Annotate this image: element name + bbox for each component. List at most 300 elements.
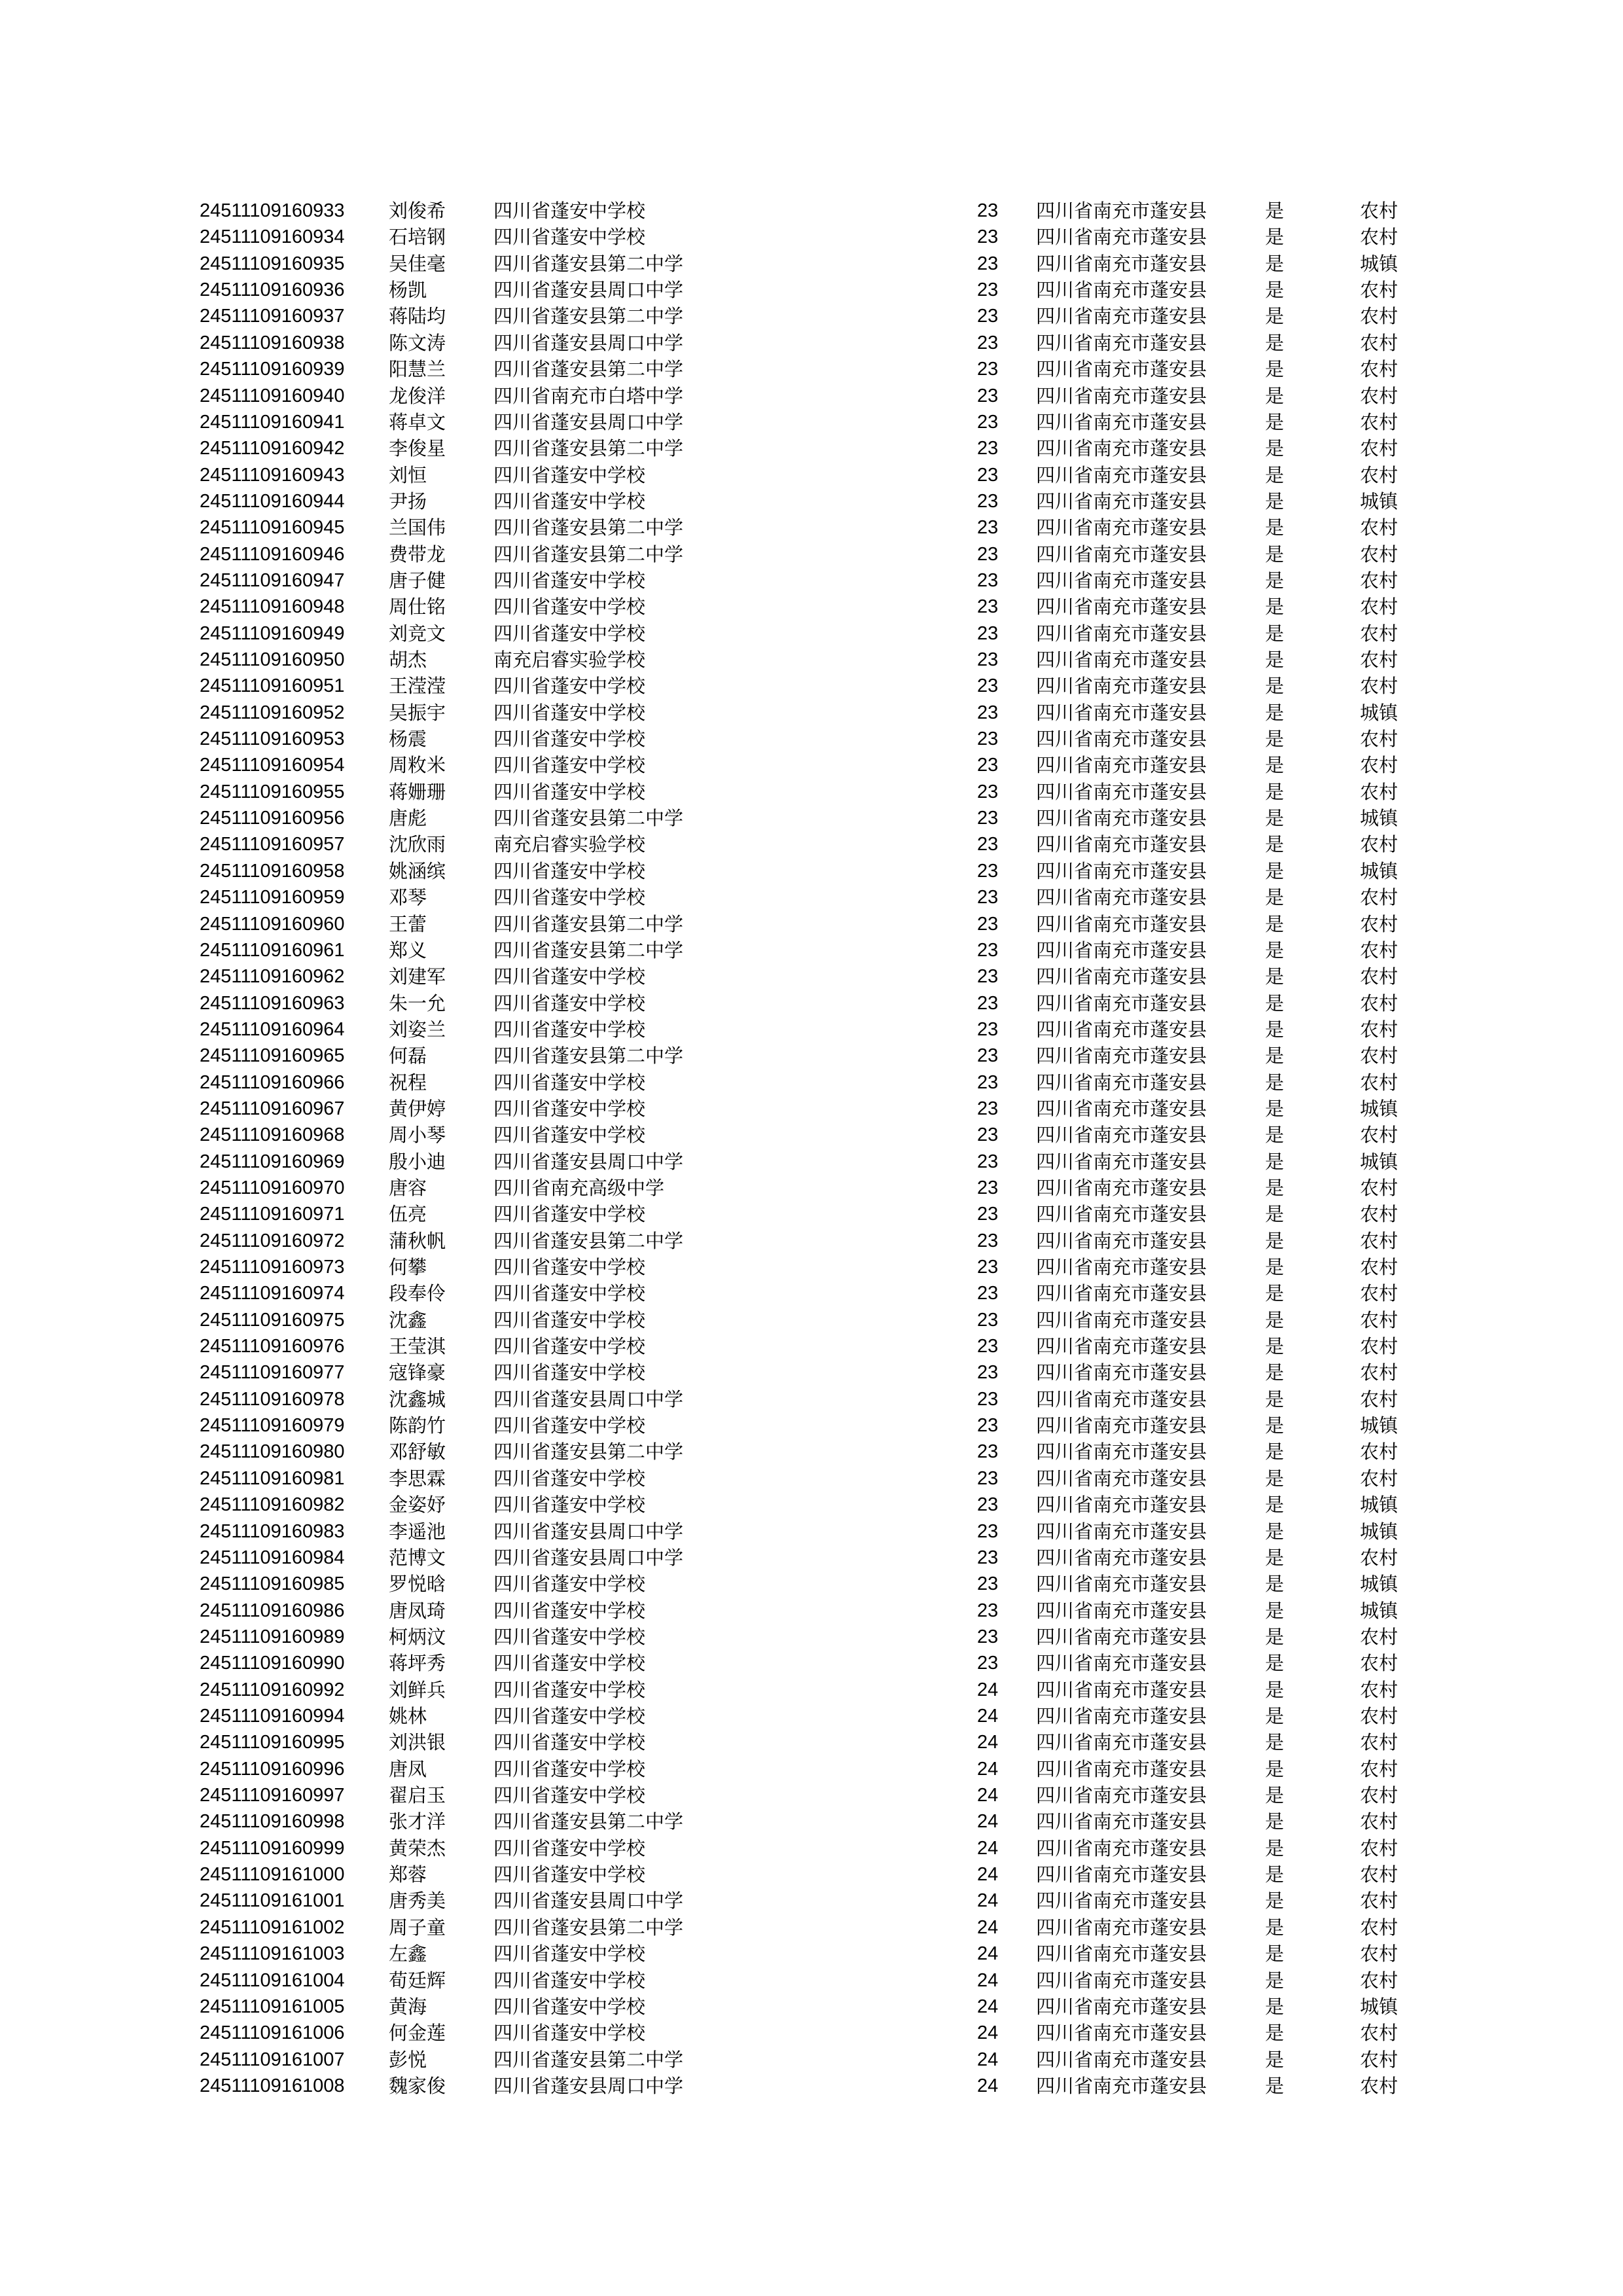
cell-area-type: 农村 — [1360, 543, 1399, 565]
table-row — [0, 779, 1623, 805]
cell-school: 四川省蓬安中学校 — [493, 1282, 646, 1305]
cell-area-type: 农村 — [1360, 1467, 1399, 1490]
cell-flag: 是 — [1265, 2022, 1285, 2045]
table-row — [0, 1254, 1623, 1280]
cell-area-type: 农村 — [1360, 1229, 1399, 1252]
table-row — [0, 1069, 1623, 1096]
cell-region: 四川省南充市蓬安县 — [1036, 1124, 1207, 1147]
cell-id: 24511109160960 — [200, 913, 345, 935]
cell-number: 24 — [977, 2022, 999, 2044]
cell-id: 24511109161008 — [200, 2075, 345, 2096]
cell-id: 24511109160949 — [200, 622, 345, 644]
table-row — [0, 2020, 1623, 2046]
cell-region: 四川省南充市蓬安县 — [1036, 1150, 1207, 1173]
cell-id: 24511109160968 — [200, 1124, 345, 1146]
cell-name: 朱一允 — [389, 992, 446, 1014]
cell-number: 24 — [977, 1837, 999, 1859]
cell-name: 唐秀美 — [389, 1890, 446, 1912]
table-row — [0, 1861, 1623, 1888]
cell-flag: 是 — [1265, 1784, 1285, 1806]
table-row — [0, 1571, 1623, 1597]
cell-name: 黄荣杰 — [389, 1837, 446, 1859]
cell-id: 24511109160994 — [200, 1706, 345, 1727]
cell-area-type: 农村 — [1360, 410, 1399, 433]
cell-flag: 是 — [1265, 649, 1285, 671]
table-row — [0, 1677, 1623, 1703]
table-row — [0, 1359, 1623, 1386]
cell-school: 四川省蓬安中学校 — [493, 1652, 646, 1675]
table-row — [0, 1201, 1623, 1227]
cell-region: 四川省南充市蓬安县 — [1036, 1308, 1207, 1331]
cell-id: 24511109160934 — [200, 226, 345, 248]
cell-flag: 是 — [1265, 728, 1285, 750]
cell-flag: 是 — [1265, 2048, 1285, 2071]
cell-region: 四川省南充市蓬安县 — [1036, 2074, 1207, 2097]
table-row — [0, 673, 1623, 699]
cell-school: 四川省蓬安中学校 — [493, 2022, 646, 2045]
cell-name: 彭悦 — [389, 2048, 427, 2071]
table-row — [0, 224, 1623, 250]
cell-area-type: 农村 — [1360, 1705, 1399, 1727]
cell-id: 24511109160964 — [200, 1018, 345, 1040]
cell-flag: 是 — [1265, 622, 1285, 645]
cell-school: 四川省蓬安县第二中学 — [493, 437, 684, 460]
cell-id: 24511109160971 — [200, 1204, 345, 1225]
cell-name: 蒋姗珊 — [389, 780, 446, 803]
cell-region: 四川省南充市蓬安县 — [1036, 886, 1207, 909]
table-row — [0, 884, 1623, 910]
cell-area-type: 农村 — [1360, 200, 1399, 222]
cell-name: 金姿妤 — [389, 1494, 446, 1516]
cell-id: 24511109160974 — [200, 1283, 345, 1304]
cell-flag: 是 — [1265, 859, 1285, 882]
cell-number: 23 — [977, 860, 999, 882]
cell-region: 四川省南充市蓬安县 — [1036, 1071, 1207, 1094]
cell-name: 陈文涛 — [389, 331, 446, 354]
cell-area-type: 农村 — [1360, 939, 1399, 961]
cell-region: 四川省南充市蓬安县 — [1036, 358, 1207, 381]
cell-id: 24511109160998 — [200, 1811, 345, 1833]
table-row — [0, 1122, 1623, 1148]
cell-name: 唐彪 — [389, 807, 427, 830]
cell-name: 李思霖 — [389, 1467, 446, 1490]
cell-flag: 是 — [1265, 754, 1285, 777]
cell-number: 24 — [977, 1864, 999, 1886]
cell-region: 四川省南充市蓬安县 — [1036, 1943, 1207, 1965]
cell-region: 四川省南充市蓬安县 — [1036, 463, 1207, 486]
cell-region: 四川省南充市蓬安县 — [1036, 1203, 1207, 1226]
cell-area-type: 农村 — [1360, 1943, 1399, 1965]
cell-name: 何磊 — [389, 1045, 427, 1067]
cell-school: 四川省蓬安中学校 — [493, 1705, 646, 1727]
cell-number: 23 — [977, 1626, 999, 1647]
table-row — [0, 990, 1623, 1016]
cell-id: 24511109160939 — [200, 359, 345, 380]
table-row — [0, 1703, 1623, 1729]
cell-area-type: 城镇 — [1360, 490, 1399, 512]
cell-region: 四川省南充市蓬安县 — [1036, 1520, 1207, 1543]
cell-name: 刘姿兰 — [389, 1018, 446, 1041]
cell-id: 24511109160972 — [200, 1230, 345, 1251]
table-row — [0, 1307, 1623, 1333]
cell-flag: 是 — [1265, 1705, 1285, 1727]
cell-name: 唐容 — [389, 1177, 427, 1199]
cell-region: 四川省南充市蓬安县 — [1036, 649, 1207, 671]
cell-flag: 是 — [1265, 252, 1285, 275]
cell-region: 四川省南充市蓬安县 — [1036, 2022, 1207, 2045]
cell-flag: 是 — [1265, 1361, 1285, 1384]
cell-area-type: 农村 — [1360, 305, 1399, 328]
cell-name: 刘竞文 — [389, 622, 446, 645]
cell-school: 四川省蓬安中学校 — [493, 1625, 646, 1648]
cell-number: 23 — [977, 1018, 999, 1040]
cell-area-type: 农村 — [1360, 833, 1399, 856]
cell-number: 23 — [977, 200, 999, 221]
cell-region: 四川省南充市蓬安县 — [1036, 1995, 1207, 2018]
cell-id: 24511109160984 — [200, 1547, 345, 1568]
cell-name: 刘洪银 — [389, 1731, 446, 1754]
cell-flag: 是 — [1265, 279, 1285, 302]
cell-id: 24511109160967 — [200, 1098, 345, 1119]
table-row — [0, 963, 1623, 990]
cell-region: 四川省南充市蓬安县 — [1036, 543, 1207, 565]
table-row — [0, 1967, 1623, 1994]
cell-id: 24511109160970 — [200, 1177, 345, 1198]
cell-area-type: 农村 — [1360, 1731, 1399, 1754]
cell-name: 杨凯 — [389, 279, 427, 302]
cell-id: 24511109160985 — [200, 1573, 345, 1595]
cell-area-type: 农村 — [1360, 1388, 1399, 1410]
cell-flag: 是 — [1265, 543, 1285, 565]
cell-school: 四川省蓬安县周口中学 — [493, 279, 684, 302]
cell-school: 四川省蓬安中学校 — [493, 1018, 646, 1041]
cell-area-type: 农村 — [1360, 1282, 1399, 1305]
cell-name: 沈鑫 — [389, 1308, 427, 1331]
cell-region: 四川省南充市蓬安县 — [1036, 675, 1207, 698]
cell-school: 四川省蓬安中学校 — [493, 622, 646, 645]
table-row — [0, 911, 1623, 937]
cell-region: 四川省南充市蓬安县 — [1036, 437, 1207, 460]
cell-school: 四川省蓬安中学校 — [493, 965, 646, 988]
table-row — [0, 1175, 1623, 1201]
cell-id: 24511109161000 — [200, 1864, 345, 1886]
cell-number: 24 — [977, 2049, 999, 2070]
cell-area-type: 农村 — [1360, 992, 1399, 1014]
cell-number: 24 — [977, 1732, 999, 1753]
cell-id: 24511109160982 — [200, 1494, 345, 1516]
cell-area-type: 农村 — [1360, 1071, 1399, 1094]
cell-number: 23 — [977, 569, 999, 591]
cell-number: 24 — [977, 1996, 999, 2017]
cell-school: 四川省蓬安中学校 — [493, 728, 646, 750]
cell-flag: 是 — [1265, 200, 1285, 222]
cell-area-type: 农村 — [1360, 754, 1399, 777]
cell-id: 24511109160959 — [200, 887, 345, 908]
cell-flag: 是 — [1265, 1599, 1285, 1622]
cell-number: 23 — [977, 438, 999, 459]
table-row — [0, 2073, 1623, 2099]
cell-name: 杨震 — [389, 728, 427, 750]
cell-school: 南充启睿实验学校 — [493, 833, 646, 856]
cell-area-type: 农村 — [1360, 780, 1399, 803]
cell-number: 23 — [977, 543, 999, 565]
cell-flag: 是 — [1265, 1995, 1285, 2018]
cell-region: 四川省南充市蓬安县 — [1036, 1494, 1207, 1516]
cell-flag: 是 — [1265, 1124, 1285, 1147]
cell-name: 王蕾 — [389, 912, 427, 935]
cell-number: 23 — [977, 1600, 999, 1621]
cell-number: 23 — [977, 755, 999, 776]
cell-school: 四川省蓬安中学校 — [493, 226, 646, 249]
cell-name: 李俊星 — [389, 437, 446, 460]
cell-number: 23 — [977, 887, 999, 908]
cell-number: 24 — [977, 1706, 999, 1727]
cell-id: 24511109160969 — [200, 1151, 345, 1172]
cell-flag: 是 — [1265, 1282, 1285, 1305]
cell-id: 24511109160943 — [200, 464, 345, 486]
cell-area-type: 农村 — [1360, 1256, 1399, 1278]
cell-name: 胡杰 — [389, 649, 427, 671]
cell-id: 24511109161002 — [200, 1916, 345, 1938]
cell-id: 24511109160945 — [200, 517, 345, 539]
cell-name: 蒋卓文 — [389, 410, 446, 433]
cell-region: 四川省南充市蓬安县 — [1036, 833, 1207, 856]
table-row — [0, 462, 1623, 488]
table-row — [0, 409, 1623, 435]
cell-number: 23 — [977, 359, 999, 380]
cell-school: 四川省蓬安县第二中学 — [493, 807, 684, 830]
cell-area-type: 农村 — [1360, 437, 1399, 460]
cell-name: 刘俊希 — [389, 200, 446, 222]
table-row — [0, 1280, 1623, 1306]
cell-school: 四川省蓬安中学校 — [493, 1124, 646, 1147]
cell-flag: 是 — [1265, 886, 1285, 909]
cell-area-type: 农村 — [1360, 2048, 1399, 2071]
cell-id: 24511109160992 — [200, 1679, 345, 1700]
cell-number: 23 — [977, 1257, 999, 1278]
cell-area-type: 农村 — [1360, 1916, 1399, 1939]
cell-school: 四川省蓬安县第二中学 — [493, 305, 684, 328]
cell-area-type: 农村 — [1360, 1361, 1399, 1384]
cell-flag: 是 — [1265, 1810, 1285, 1833]
cell-flag: 是 — [1265, 1731, 1285, 1754]
table-row — [0, 1624, 1623, 1650]
table-row — [0, 858, 1623, 884]
table-row — [0, 330, 1623, 356]
cell-region: 四川省南充市蓬安县 — [1036, 1731, 1207, 1754]
cell-school: 四川省蓬安县周口中学 — [493, 410, 684, 433]
cell-region: 四川省南充市蓬安县 — [1036, 701, 1207, 724]
cell-area-type: 城镇 — [1360, 1520, 1399, 1543]
cell-number: 24 — [977, 1916, 999, 1938]
cell-name: 黄海 — [389, 1995, 427, 2018]
table-row — [0, 1650, 1623, 1676]
cell-area-type: 城镇 — [1360, 1097, 1399, 1120]
cell-school: 四川省蓬安中学校 — [493, 1414, 646, 1437]
cell-region: 四川省南充市蓬安县 — [1036, 754, 1207, 777]
cell-flag: 是 — [1265, 912, 1285, 935]
cell-flag: 是 — [1265, 569, 1285, 592]
table-row — [0, 1545, 1623, 1571]
cell-school: 四川省蓬安中学校 — [493, 1071, 646, 1094]
cell-school: 四川省蓬安中学校 — [493, 886, 646, 909]
cell-id: 24511109160983 — [200, 1520, 345, 1542]
cell-number: 23 — [977, 992, 999, 1014]
cell-flag: 是 — [1265, 1045, 1285, 1067]
cell-area-type: 城镇 — [1360, 1494, 1399, 1516]
cell-flag: 是 — [1265, 331, 1285, 354]
table-row — [0, 752, 1623, 778]
cell-flag: 是 — [1265, 384, 1285, 407]
cell-area-type: 城镇 — [1360, 1573, 1399, 1596]
cell-region: 四川省南充市蓬安县 — [1036, 1652, 1207, 1675]
cell-school: 四川省蓬安中学校 — [493, 490, 646, 512]
cell-number: 23 — [977, 411, 999, 433]
cell-number: 23 — [977, 490, 999, 512]
cell-name: 张才洋 — [389, 1810, 446, 1833]
cell-flag: 是 — [1265, 1546, 1285, 1569]
cell-region: 四川省南充市蓬安县 — [1036, 912, 1207, 935]
table-row — [0, 383, 1623, 409]
table-row — [0, 2047, 1623, 2073]
cell-name: 刘建军 — [389, 965, 446, 988]
cell-area-type: 农村 — [1360, 1018, 1399, 1041]
table-row — [0, 726, 1623, 752]
cell-flag: 是 — [1265, 1203, 1285, 1226]
cell-id: 24511109160941 — [200, 411, 345, 433]
table-row — [0, 620, 1623, 647]
cell-number: 23 — [977, 1388, 999, 1410]
cell-region: 四川省南充市蓬安县 — [1036, 384, 1207, 407]
cell-number: 23 — [977, 306, 999, 327]
cell-flag: 是 — [1265, 1018, 1285, 1041]
cell-region: 四川省南充市蓬安县 — [1036, 516, 1207, 539]
cell-flag: 是 — [1265, 992, 1285, 1014]
cell-number: 23 — [977, 253, 999, 274]
cell-area-type: 城镇 — [1360, 1414, 1399, 1437]
cell-name: 姚林 — [389, 1705, 427, 1727]
cell-area-type: 农村 — [1360, 2022, 1399, 2045]
table-row — [0, 1835, 1623, 1861]
cell-flag: 是 — [1265, 939, 1285, 961]
cell-region: 四川省南充市蓬安县 — [1036, 569, 1207, 592]
cell-area-type: 农村 — [1360, 384, 1399, 407]
cell-flag: 是 — [1265, 1969, 1285, 1992]
cell-area-type: 农村 — [1360, 516, 1399, 539]
cell-id: 24511109160956 — [200, 808, 345, 829]
cell-school: 四川省蓬安中学校 — [493, 1837, 646, 1859]
cell-region: 四川省南充市蓬安县 — [1036, 807, 1207, 830]
cell-school: 四川省蓬安县周口中学 — [493, 1388, 684, 1410]
cell-area-type: 城镇 — [1360, 807, 1399, 830]
table-row — [0, 303, 1623, 329]
cell-id: 24511109160965 — [200, 1045, 345, 1067]
cell-number: 23 — [977, 1547, 999, 1568]
cell-id: 24511109160977 — [200, 1362, 345, 1384]
cell-flag: 是 — [1265, 358, 1285, 381]
cell-school: 四川省蓬安县周口中学 — [493, 1520, 684, 1543]
cell-flag: 是 — [1265, 701, 1285, 724]
table-row — [0, 488, 1623, 514]
cell-number: 23 — [977, 1124, 999, 1146]
table-row — [0, 1808, 1623, 1835]
cell-region: 四川省南充市蓬安县 — [1036, 1441, 1207, 1463]
cell-number: 23 — [977, 702, 999, 723]
cell-school: 四川省蓬安中学校 — [493, 1097, 646, 1120]
cell-school: 四川省蓬安中学校 — [493, 596, 646, 619]
cell-name: 刘恒 — [389, 463, 427, 486]
cell-number: 24 — [977, 1758, 999, 1780]
cell-number: 24 — [977, 1785, 999, 1806]
cell-id: 24511109160937 — [200, 306, 345, 327]
cell-region: 四川省南充市蓬安县 — [1036, 1361, 1207, 1384]
cell-school: 四川省蓬安中学校 — [493, 1256, 646, 1278]
cell-area-type: 城镇 — [1360, 1599, 1399, 1622]
table-row — [0, 198, 1623, 224]
cell-number: 24 — [977, 1811, 999, 1833]
cell-id: 24511109161003 — [200, 1943, 345, 1965]
cell-school: 四川省蓬安县第二中学 — [493, 1229, 684, 1252]
cell-flag: 是 — [1265, 410, 1285, 433]
cell-school: 四川省蓬安中学校 — [493, 859, 646, 882]
cell-flag: 是 — [1265, 1256, 1285, 1278]
cell-flag: 是 — [1265, 1573, 1285, 1596]
cell-school: 四川省蓬安县第二中学 — [493, 2048, 684, 2071]
cell-school: 四川省蓬安县第二中学 — [493, 912, 684, 935]
cell-school: 四川省蓬安中学校 — [493, 675, 646, 698]
cell-region: 四川省南充市蓬安县 — [1036, 1282, 1207, 1305]
cell-flag: 是 — [1265, 226, 1285, 249]
cell-area-type: 农村 — [1360, 1678, 1399, 1701]
cell-flag: 是 — [1265, 1943, 1285, 1965]
cell-name: 伍亮 — [389, 1203, 427, 1226]
table-row — [0, 1096, 1623, 1122]
cell-name: 左鑫 — [389, 1943, 427, 1965]
table-row — [0, 1518, 1623, 1545]
cell-region: 四川省南充市蓬安县 — [1036, 1599, 1207, 1622]
cell-region: 四川省南充市蓬安县 — [1036, 965, 1207, 988]
cell-school: 四川省蓬安中学校 — [493, 569, 646, 592]
cell-flag: 是 — [1265, 1652, 1285, 1675]
cell-area-type: 农村 — [1360, 226, 1399, 249]
cell-number: 23 — [977, 1441, 999, 1463]
cell-number: 23 — [977, 1309, 999, 1331]
cell-area-type: 城镇 — [1360, 1150, 1399, 1173]
cell-area-type: 农村 — [1360, 279, 1399, 302]
cell-id: 24511109161006 — [200, 2022, 345, 2044]
cell-id: 24511109160944 — [200, 490, 345, 512]
cell-number: 23 — [977, 834, 999, 855]
cell-number: 23 — [977, 781, 999, 802]
cell-name: 王莹淇 — [389, 1335, 446, 1357]
cell-id: 24511109160935 — [200, 253, 345, 274]
cell-id: 24511109161001 — [200, 1890, 345, 1912]
cell-flag: 是 — [1265, 437, 1285, 460]
cell-area-type: 农村 — [1360, 965, 1399, 988]
cell-name: 魏家俊 — [389, 2074, 446, 2097]
table-row — [0, 1782, 1623, 1808]
cell-area-type: 农村 — [1360, 1441, 1399, 1463]
table-row — [0, 1994, 1623, 2020]
cell-area-type: 农村 — [1360, 886, 1399, 909]
cell-name: 蒋陆均 — [389, 305, 446, 328]
cell-area-type: 农村 — [1360, 1177, 1399, 1199]
cell-school: 四川省蓬安中学校 — [493, 1361, 646, 1384]
cell-id: 24511109161004 — [200, 1969, 345, 1991]
table-row — [0, 937, 1623, 963]
cell-number: 23 — [977, 596, 999, 618]
cell-school: 四川省蓬安中学校 — [493, 1494, 646, 1516]
